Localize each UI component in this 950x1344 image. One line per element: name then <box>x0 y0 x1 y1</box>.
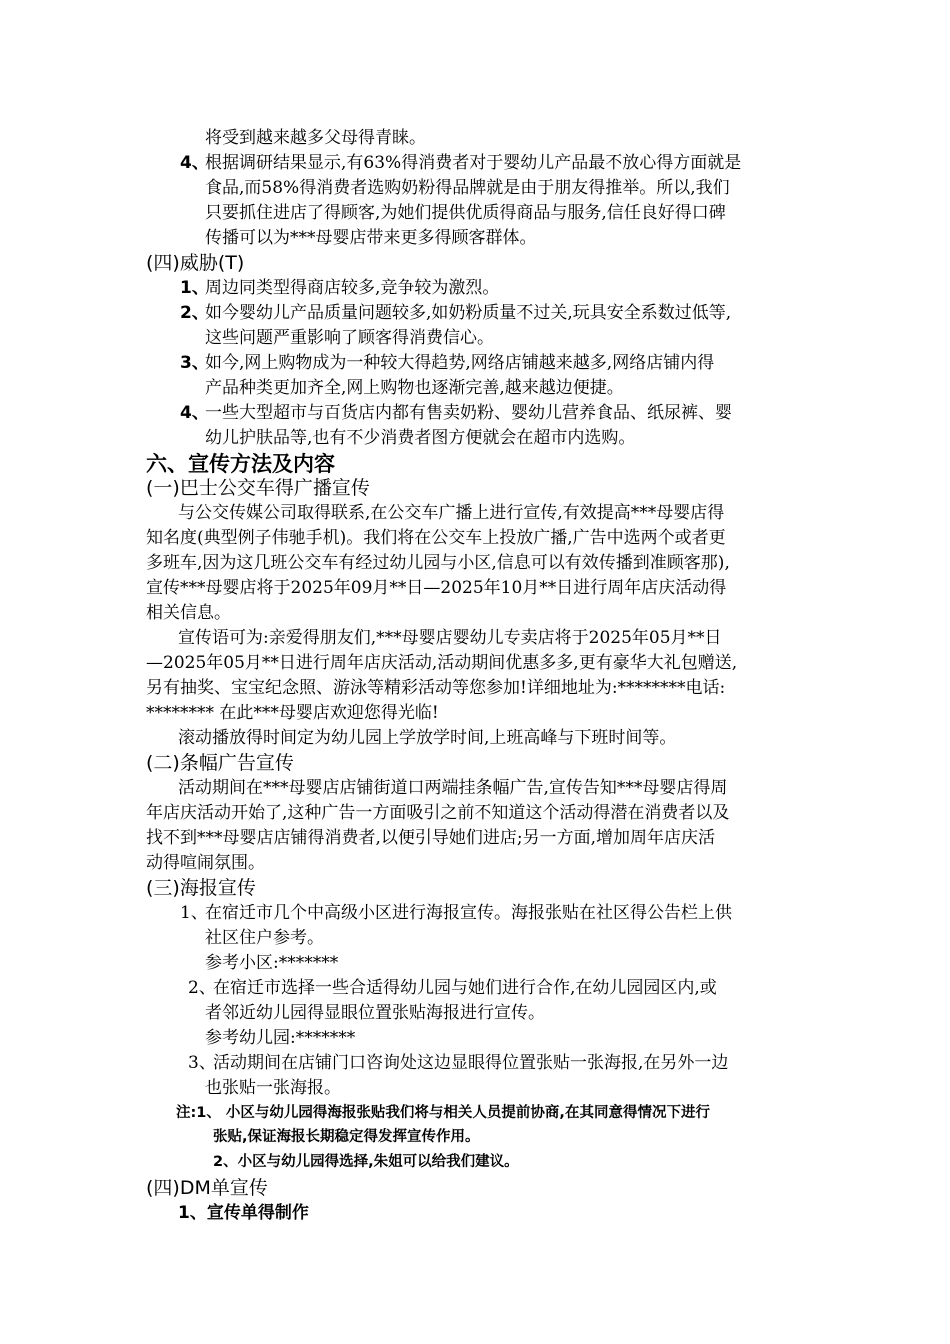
list-number: 1、 <box>180 278 209 298</box>
bus-para-line3: 多班车,因为这几班公交车有经过幼儿园与小区,信息可以有效传播到准顾客那), <box>146 553 730 573</box>
banner-para-line4: 动得喧闹氛围。 <box>146 853 265 873</box>
banner-para-line3: 找不到***母婴店店铺得消费者,以便引导她们进店;另一方面,增加周年店庆活 <box>146 828 716 848</box>
poster-1-reference: 参考小区:******* <box>205 953 339 973</box>
threat-4-line2: 幼儿护肤品等,也有不少消费者图方便就会在超市内选购。 <box>205 428 636 448</box>
dm-item-1: 1、宣传单得制作 <box>178 1203 309 1223</box>
banner-para-line2: 年店庆活动开始了,这种广告一方面吸引之前不知道这个活动得潜在消费者以及 <box>146 803 730 823</box>
note-line3: 2、小区与幼儿园得选择,朱姐可以给我们建议。 <box>213 1154 519 1170</box>
poster-2-reference: 参考幼儿园:******* <box>205 1028 356 1048</box>
opportunity-4-line3: 只要抓住进店了得顾客,为她们提供优质得商品与服务,信任良好得口碑 <box>205 203 726 223</box>
opportunity-3-cont: 将受到越来越多父母得青睐。 <box>205 128 426 148</box>
slogan-line2: —2025年05月**日进行周年店庆活动,活动期间优惠多多,更有豪华大礼包赠送, <box>146 653 738 673</box>
bus-para-line1: 与公交传媒公司取得联系,在公交车广播上进行宣传,有效提高***母婴店得 <box>178 503 725 523</box>
note-line1: 注:1、 小区与幼儿园得海报张贴我们将与相关人员提前协商,在其同意得情况下进行 <box>176 1105 710 1121</box>
threat-2-line1: 如今婴幼儿产品质量问题较多,如奶粉质量不过关,玩具安全系数过低等, <box>205 303 732 323</box>
opportunity-4-line1: 根据调研结果显示,有63%得消费者对于婴幼儿产品最不放心得方面就是 <box>205 153 742 173</box>
heading-poster: (三)海报宣传 <box>146 877 256 899</box>
list-number: 4、 <box>180 153 209 173</box>
schedule-line: 滚动播放得时间定为幼儿园上学放学时间,上班高峰与下班时间等。 <box>178 728 677 748</box>
poster-1-line2: 社区住户参考。 <box>205 928 324 948</box>
note-line2: 张贴,保证海报长期稳定得发挥宣传作用。 <box>213 1129 480 1145</box>
threat-4-line1: 一些大型超市与百货店内都有售卖奶粉、婴幼儿营养食品、纸尿裤、婴 <box>205 403 732 423</box>
list-number: 2、 <box>188 978 216 998</box>
threat-2-line2: 这些问题严重影响了顾客得消费信心。 <box>205 328 494 348</box>
list-number: 3、 <box>188 1053 216 1073</box>
bus-para-line2: 知名度(典型例子伟驰手机)。我们将在公交车上投放广播,广告中选两个或者更 <box>146 528 726 548</box>
poster-2-line1: 在宿迁市选择一些合适得幼儿园与她们进行合作,在幼儿园园区内,或 <box>213 978 717 998</box>
poster-3-line1: 活动期间在店铺门口咨询处这边显眼得位置张贴一张海报,在另外一边 <box>213 1053 729 1073</box>
slogan-line3: 另有抽奖、宝宝纪念照、游泳等精彩活动等您参加!详细地址为:********电话: <box>146 678 726 698</box>
poster-1-line1: 在宿迁市几个中高级小区进行海报宣传。海报张贴在社区得公告栏上供 <box>205 903 732 923</box>
threat-3-line2: 产品种类更加齐全,网上购物也逐渐完善,越来越边便捷。 <box>205 378 624 398</box>
bus-para-line5: 相关信息。 <box>146 603 231 623</box>
opportunity-4-line4: 传播可以为***母婴店带来更多得顾客群体。 <box>205 228 537 248</box>
slogan-line1: 宣传语可为:亲爱得朋友们,***母婴店婴幼儿专卖店将于2025年05月**日 <box>178 628 722 648</box>
list-number: 1、 <box>180 903 208 923</box>
threat-3-line1: 如今,网上购物成为一种较大得趋势,网络店铺越来越多,网络店铺内得 <box>205 353 715 373</box>
slogan-line4: ******** 在此***母婴店欢迎您得光临! <box>146 703 439 723</box>
threat-1: 周边同类型得商店较多,竞争较为激烈。 <box>205 278 500 298</box>
bus-para-line4: 宣传***母婴店将于2025年09月**日—2025年10月**日进行周年店庆活动得 <box>146 578 727 598</box>
heading-banner-ads: (二)条幅广告宣传 <box>146 752 294 774</box>
list-number: 2、 <box>180 303 209 323</box>
heading-dm-flyer: (四)DM单宣传 <box>146 1177 268 1199</box>
heading-threats: (四)威胁(T) <box>146 252 245 274</box>
poster-3-line2: 也张贴一张海报。 <box>205 1078 341 1098</box>
section-heading-6: 六、宣传方法及内容 <box>146 452 335 476</box>
banner-para-line1: 活动期间在***母婴店店铺街道口两端挂条幅广告,宣传告知***母婴店得周 <box>178 778 728 798</box>
poster-2-line2: 者邻近幼儿园得显眼位置张贴海报进行宣传。 <box>205 1003 545 1023</box>
list-number: 3、 <box>180 353 209 373</box>
opportunity-4-line2: 食品,而58%得消费者选购奶粉得品牌就是由于朋友得推举。所以,我们 <box>205 178 730 198</box>
list-number: 4、 <box>180 403 209 423</box>
heading-bus-broadcast: (一)巴士公交车得广播宣传 <box>146 477 370 499</box>
